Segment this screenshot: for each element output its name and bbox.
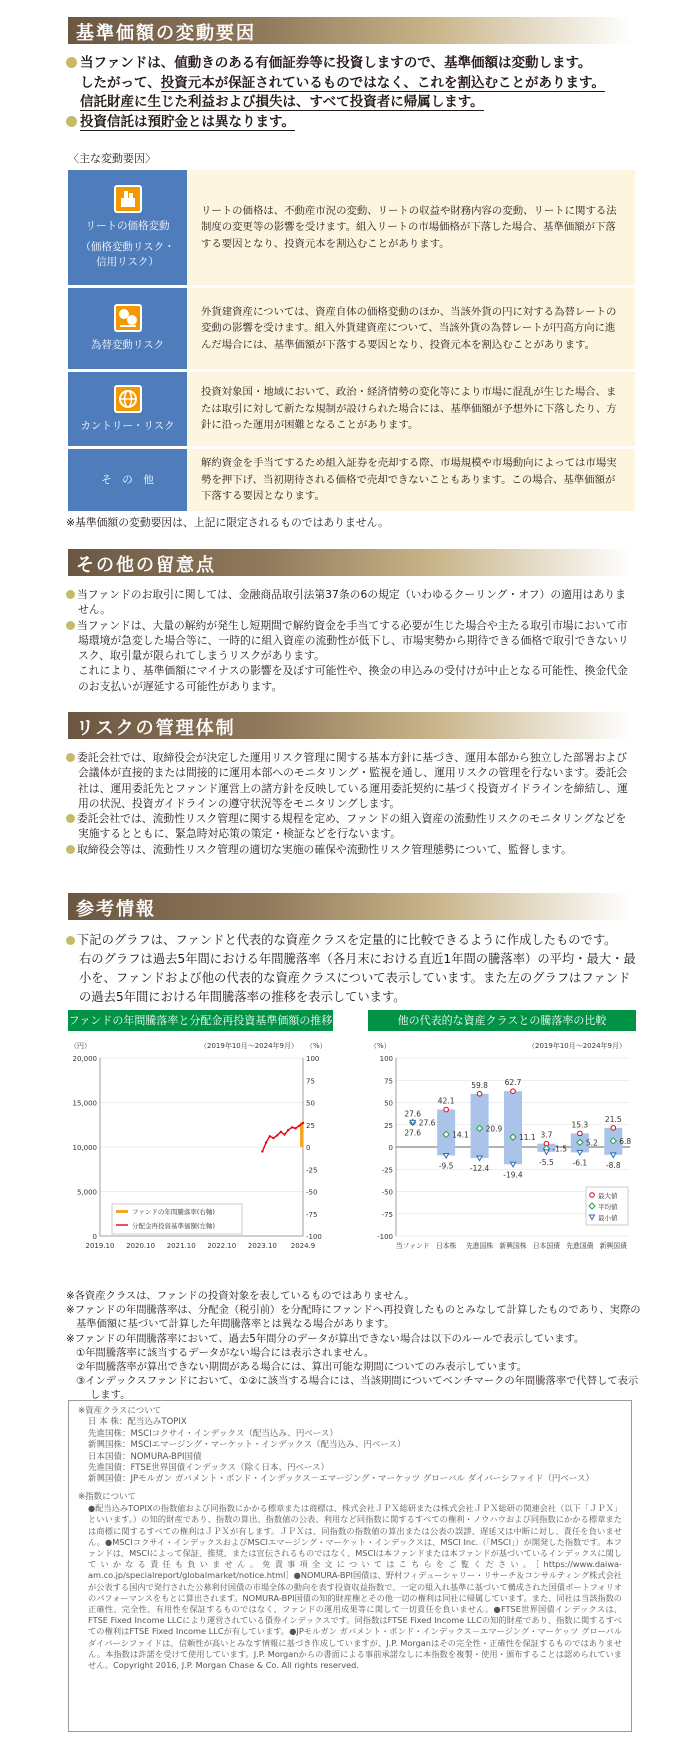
legend-max-icon	[590, 1193, 595, 1198]
y-tick-label: 10,000	[72, 1144, 97, 1152]
subheading-main-factors: 〈主な変動要因〉	[68, 152, 156, 165]
list-item: 先進国株：MSCIコクサイ・インデックス（配当込み、円ベース）	[88, 1428, 338, 1439]
avg-label: 20.9	[485, 1124, 503, 1134]
y2-tick-label: 75	[306, 1077, 315, 1086]
min-label: -8.8	[605, 1160, 621, 1170]
bullet-dot-icon	[66, 753, 75, 762]
y-tick-label: 0	[92, 1233, 97, 1241]
x-tick-label: 2023.10	[247, 1242, 277, 1250]
y-tick-label: 15,000	[72, 1099, 97, 1108]
bullet-dot-icon	[66, 936, 75, 945]
y2-tick-label: 50	[306, 1099, 315, 1108]
nav-point	[269, 1135, 271, 1137]
risk-text	[187, 449, 635, 511]
y2-tick-label: -50	[306, 1188, 318, 1197]
index-disclaimer-box	[68, 1400, 632, 1732]
avg-label: 11.1	[519, 1133, 536, 1143]
y2-tick-label: 100	[306, 1055, 320, 1063]
x-tick-label: 新興国株	[499, 1242, 527, 1250]
y-tick-label: 25	[384, 1121, 393, 1130]
left-chart-title: ファンドの年間騰落率と分配金再投資基準価額の推移	[68, 1010, 333, 1031]
risk-management-body	[66, 750, 636, 857]
risk-label	[68, 170, 187, 285]
text: ②年間騰落率が算出できない期間がある場合には、算出可能な期間についてのみ表示しています。	[76, 1361, 527, 1374]
return-bar	[300, 1122, 303, 1147]
section-header-other-notes	[68, 549, 632, 576]
left-chart	[68, 1036, 333, 1286]
text: 当ファンドのお取引に関しては、金融商品取引法第37条の6の規定（いわゆるクーリング・オフ）の適用はありません。	[77, 588, 626, 617]
risk-text	[187, 170, 635, 285]
section-title: リスクの管理体制	[76, 718, 236, 739]
x-tick-label: 先進国債	[566, 1242, 594, 1250]
x-tick-label: 2020.10	[126, 1242, 156, 1250]
nav-point	[298, 1124, 300, 1126]
max-label: 42.1	[437, 1096, 455, 1106]
y-tick-label: 0	[388, 1144, 393, 1152]
min-label: -6.1	[572, 1158, 588, 1168]
risk-row-other	[68, 449, 635, 511]
nav-point	[276, 1134, 278, 1136]
text: ※指数について	[78, 1491, 136, 1502]
label: リートの価格変動	[85, 220, 170, 232]
max-marker	[477, 1091, 482, 1096]
reference-body	[66, 931, 641, 1007]
risk-label	[68, 288, 187, 369]
currency-icon	[114, 304, 142, 332]
y-tick-label: 50	[384, 1099, 393, 1108]
x-tick-label: 2024.9	[290, 1242, 316, 1250]
y-axis-unit: （%）	[370, 1042, 391, 1050]
avg-label: 27.6	[418, 1118, 436, 1128]
text: 右のグラフは過去5年間における年間騰落率（各月末における直近1年間の騰落率）の平均・最大・最小を、ファンドおよび他の代表的な資産クラスについて表示しています。また左のグラフはファンドの過去5年間における年間騰落率の推移を表示しています。	[79, 952, 636, 1004]
y-tick-label: -100	[377, 1233, 393, 1241]
text: ※資産クラスについて	[78, 1406, 162, 1416]
text-underlined: 投資信託は預貯金とは異なります。	[80, 113, 295, 130]
list-item: 日 本 株：配当込みTOPIX	[88, 1417, 187, 1428]
text: これにより、基準価額にマイナスの影響を及ぼす可能性や、換金の申込みの受付けが中止となる可能性、換金代金のお支払いが遅延する可能性があります。	[78, 664, 628, 693]
min-label: 27.6	[404, 1128, 422, 1138]
y-tick-label: -25	[381, 1166, 393, 1175]
avg-label: 14.1	[452, 1130, 469, 1140]
risk-label	[68, 372, 187, 446]
bullet-dot-icon	[66, 845, 75, 854]
chart-period: （2019年10月～2024年9月）	[200, 1042, 298, 1050]
y-tick-label: -75	[381, 1210, 393, 1219]
risk-label	[68, 449, 187, 511]
avg-label: 6.8	[619, 1136, 632, 1146]
section-title: その他の留意点	[76, 555, 216, 576]
text: 解約資金を手当てするため組入証券を売却する際、市場規模や市場動向によっては市場実勢を押下げ、当初期待される価格で売却できないこともあります。この場合、基準価額が下落する要因となります。	[201, 457, 617, 503]
x-tick-label: 日本株	[435, 1242, 457, 1250]
bullet-dot-icon	[66, 57, 77, 68]
nav-point	[294, 1127, 296, 1129]
label: カントリー・リスク	[80, 419, 175, 432]
nav-point	[283, 1133, 285, 1135]
max-marker	[444, 1107, 449, 1112]
legend-label: 最小値	[598, 1214, 618, 1222]
nav-point	[280, 1131, 282, 1133]
y-tick-label: -50	[381, 1188, 393, 1197]
reit-icon	[114, 185, 142, 213]
y-tick-label: 5,000	[76, 1188, 97, 1197]
y-tick-label: 100	[379, 1055, 393, 1063]
text: 下記のグラフは、ファンドと代表的な資産クラスを定量的に比較できるように作成したものです。	[77, 933, 617, 947]
note-volatility: ※基準価額の変動要因は、上記に限定されるものではありません。	[66, 516, 389, 529]
nav-point	[261, 1150, 263, 1152]
y-axis-unit: （円）	[70, 1042, 91, 1050]
bullet-dot-icon	[66, 814, 75, 823]
text: 委託会社では、取締役会が決定した運用リスク管理に関する基本方針に基づき、運用本部から独立した部署および会議体が直接的または間接的に運用本部へのモニタリング・監視を通し、運用リスクの管理を行ないます。委託会社は、運用委託先とファンド運営上の諸方針を反映している運用委託契約に基づく投資ガイドラインを締結し、運用の状況、投資ガイドラインの遵守状況等をモニタリングします。	[77, 751, 628, 810]
chart-period: （2019年10月～2024年9月）	[528, 1042, 626, 1050]
text: ③インデックスファンドにおいて、①②に該当する場合には、当該期間についてベンチマークの年間騰落率で代替して表示します。	[76, 1375, 639, 1402]
y2-axis-unit: （%）	[306, 1042, 327, 1050]
list-item: 新興国株：MSCIエマージング・マーケット・インデックス（配当込み、円ベース）	[88, 1440, 406, 1451]
bullet-volatility	[66, 54, 646, 132]
section-title: 参考情報	[76, 899, 156, 920]
bullet-dot-icon	[66, 621, 75, 630]
max-label: 15.3	[571, 1120, 589, 1130]
chart-notes	[66, 1289, 644, 1403]
max-marker	[578, 1131, 583, 1136]
legend-label: ファンドの年間騰落率(右軸)	[132, 1208, 215, 1216]
list-item: 新興国債：JPモルガン ガバメント・ボンド・インデックス－エマージング・マーケッツ グローバル ダイバーシファイド（円ベース）	[88, 1474, 594, 1485]
bullet-dot-icon	[66, 590, 75, 599]
list-item: 先進国債：FTSE世界国債インデックス（除く日本、円ベース）	[88, 1463, 330, 1474]
text: 委託会社では、流動性リスク管理に関する規程を定め、ファンドの組入資産の流動性リスクのモニタリングなどを実施するとともに、緊急時対応策の策定・検証などを行ないます。	[77, 812, 627, 841]
text-underlined: 信託財産に生じた利益および損失は、すべて投資者に帰属します。	[80, 94, 484, 110]
text: ※ファンドの年間騰落率において、過去5年間分のデータが算出できない場合は以下のルールで表示しています。	[66, 1332, 585, 1345]
legend-swatch-return	[116, 1210, 128, 1213]
y2-tick-label: 0	[306, 1144, 311, 1152]
min-label: -5.5	[539, 1157, 554, 1167]
max-label: 59.8	[471, 1080, 488, 1090]
risk-text	[187, 288, 635, 369]
y2-tick-label: -25	[306, 1166, 318, 1175]
max-label: 27.6	[404, 1109, 422, 1119]
x-tick-label: 2022.10	[207, 1242, 237, 1250]
label: （価格変動リスク・	[80, 241, 175, 253]
y-tick-label: 20,000	[72, 1055, 97, 1063]
avg-label: 5.2	[585, 1138, 598, 1148]
text: 当ファンドは、大量の解約が発生し短期間で解約資金を手当てする必要が生じた場合や主たる取引市場において市場環境が急変した場合等に、一時的に組入資産の流動性が低下し、市場実勢から期待できる価格で取引できないリスク、取引量が限られてしまうリスクがあります。	[77, 618, 629, 663]
bullet-dot-icon	[66, 116, 77, 127]
max-marker	[511, 1089, 516, 1094]
right-chart	[368, 1036, 636, 1286]
text: ●配当込みTOPIXの指数値および同指数にかかる標章または商標は、株式会社ＪＰＸ総研または株式会社ＪＰＸ総研の関連会社（以下「ＪＰＸ」といいます。）の知的財産であり、指数の算出、指数値の公表、利用など同指数に関するすべての権利・ノウハウおよび同指数にかかる標章または商標に関するすべての権利はＪＰＸが有します。ＪＰＸは、同指数の指数値の算出または公表の誤謬、遅延又は中断に対し、責任を負いません。●MSCIコクサイ・インデックスおよびMSCIエマージング・マーケット・インデックスは、MSCI Inc.（「MSCI」）が開発した指数です。本ファンドは、MSCIによって保証、推奨、または宣伝されるものではなく、MSCIは本ファンドまたは本ファンドが基づいているインデックスに関していかなる責任も負いません。免責事項全文についてはこちらをご覧ください。［https://www.daiwa-am.co.jp/specialreport/globalmarket/notice.html］●NOMURA-BPI国債は、野村フィデューシャリー・リサーチ＆コンサルティング株式会社が公表する国内で発行された公募利付国債の市場全体の動向を表す投資収益指数で、一定の組入れ基準に基づいて構成された国債ポートフォリオのパフォーマンスをもとに算出されます。NOMURA-BPI国債の知的財産権とその他一切の権利は同社に帰属しています。また、同社は当該指数の正確性、完全性、有用性を保証するものではなく、ファンドの運用成果等に関して一切責任を負いません。●FTSE世界国債インデックスは、FTSE Fixed Income LLCにより運営されている債券インデックスです。同指数はFTSE Fixed Income LLCの知的財産であり、指数に関するすべての権利はFTSE Fixed Income LLCが有しています。●JPモルガン ガバメント・ボンド・インデックス－エマージング・マーケッツ グローバル ダイバーシファイドは、信頼性が高いとみなす情報に基づき作成していますが、J.P. Morganはその完全性・正確性を保証するものではありません。本指数は許諾を受けて使用しています。J.P. Morganからの書面による事前承諾なしに本指数を複製・使用・頒布することは認められていません。Copyright 2016, J.P. Morgan Chase & Co. All rights reserved.	[88, 1503, 622, 1671]
label: 信用リスク）	[96, 256, 159, 268]
max-label: 62.7	[504, 1078, 522, 1088]
text: ①年間騰落率に該当するデータがない場合には表示されません。	[76, 1346, 375, 1359]
text: 取締役会等は、流動性リスク管理の適切な実施の確保や流動性リスク管理態勢について、監督します。	[77, 842, 572, 856]
min-label: -12.4	[469, 1164, 490, 1174]
max-label: 3.7	[540, 1130, 553, 1140]
min-label: -9.5	[438, 1161, 454, 1171]
label: 為替変動リスク	[90, 339, 165, 351]
text: 当ファンドは、値動きのある有価証券等に投資しますので、基準価額は変動します。	[80, 55, 592, 71]
max-label: 21.5	[604, 1114, 622, 1124]
x-tick-label: 当ファンド	[395, 1242, 430, 1250]
asset-class-list	[78, 1417, 622, 1485]
min-label: -19.4	[503, 1170, 523, 1180]
nav-point	[265, 1141, 267, 1143]
text: ※各資産クラスは、ファンドの投資対象を表しているものではありません。	[66, 1290, 415, 1302]
section-header-volatility	[68, 17, 632, 44]
nav-point	[272, 1137, 274, 1139]
x-tick-label: 新興国債	[599, 1242, 627, 1250]
nav-point	[287, 1129, 289, 1131]
x-tick-label: 先進国株	[465, 1242, 494, 1250]
section-header-risk-management	[68, 712, 632, 739]
range-bar	[504, 1091, 522, 1164]
avg-label: -1.5	[552, 1144, 568, 1154]
nav-point	[302, 1122, 304, 1124]
x-tick-label: 2019.10	[85, 1242, 115, 1250]
section-title: 基準価額の変動要因	[76, 23, 256, 44]
text: したがって、	[80, 74, 161, 91]
text: 投資対象国・地域において、政治・経済情勢の変化等により市場に混乱が生じた場合、または取引に対して新たな規制が設けられた場合には、基準価額が予想外に下落したり、方針に沿った運用が困難となることがあります。	[201, 386, 617, 432]
y2-tick-label: 25	[306, 1121, 315, 1130]
globe-icon	[114, 385, 142, 413]
text: ※ファンドの年間騰落率は、分配金（税引前）を分配時にファンドへ再投資したものとみなして計算したものであり、実際の基準価額に基づいて計算した年間騰落率とは異なる場合があります。	[66, 1304, 641, 1331]
risk-row-currency	[68, 288, 635, 369]
text: リートの価格は、不動産市況の変動、リートの収益や財務内容の変動、リートに関する法制度の変更等の影響を受けます。組入リートの市場価格が下落した場合、基準価額が下落する要因となり、投資元本を割込むことがあります。	[201, 204, 617, 250]
y-tick-label: 75	[384, 1077, 393, 1086]
list-item: 日本国債：NOMURA-BPI国債	[88, 1451, 202, 1462]
other-notes-body	[66, 587, 636, 694]
x-tick-label: 2021.10	[166, 1242, 196, 1250]
section-header-reference	[68, 893, 632, 920]
y2-tick-label: -100	[306, 1233, 322, 1241]
risk-text	[187, 372, 635, 446]
label: そ の 他	[101, 473, 154, 486]
text-underlined: 投資元本が保証されているものではなく、これを割込むことがあります。	[160, 74, 605, 91]
x-tick-label: 日本国債	[532, 1242, 561, 1250]
legend-label: 分配金再投資基準価額(左軸)	[132, 1222, 216, 1230]
text: 外貨建資産については、資産自体の価格変動のほか、当該外貨の円に対する為替レートの変動の影響を受けます。組入外貨建資産について、当該外貨の為替レートが円高方向に進んだ場合には、基準価額が下落する要因となり、投資元本を割込むことがあります。	[201, 305, 617, 351]
legend-label: 平均値	[598, 1203, 618, 1211]
legend-label: 最大値	[598, 1192, 618, 1200]
risk-row-country	[68, 372, 635, 446]
y2-tick-label: -75	[306, 1210, 318, 1219]
nav-point	[291, 1126, 293, 1128]
max-marker	[611, 1126, 616, 1131]
right-chart-title: 他の代表的な資産クラスとの騰落率の比較	[368, 1010, 636, 1031]
risk-row-reit	[68, 170, 635, 285]
